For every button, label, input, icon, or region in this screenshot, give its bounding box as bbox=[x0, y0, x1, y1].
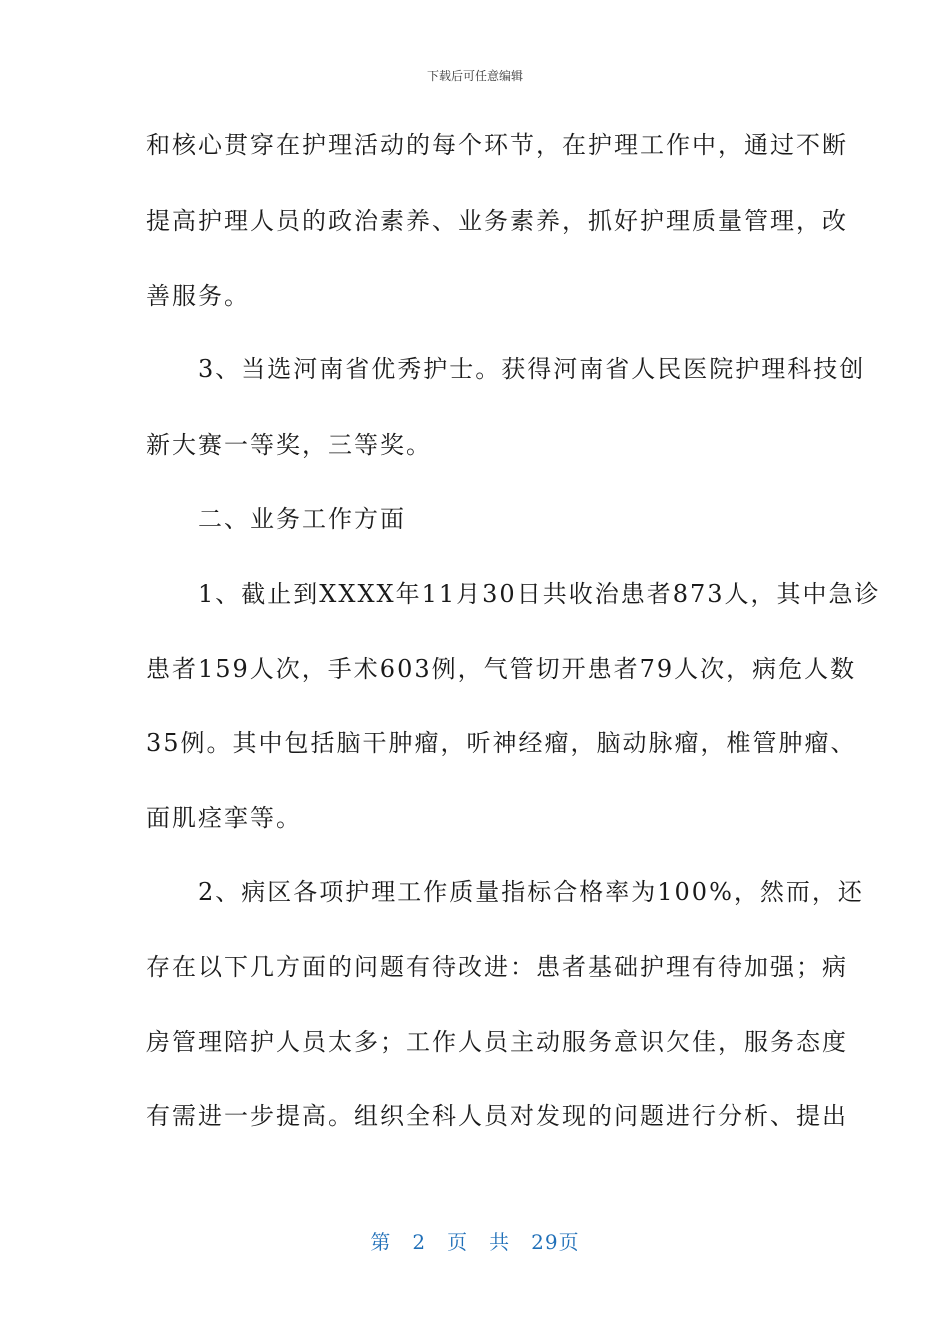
body-line: 房管理陪护人员太多；工作人员主动服务意识欠佳，服务态度 bbox=[146, 1028, 848, 1056]
body-line: 新大赛一等奖，三等奖。 bbox=[146, 431, 432, 459]
body-line: 2、病区各项护理工作质量指标合格率为100%，然而，还 bbox=[146, 878, 864, 906]
body-line: 有需进一步提高。组织全科人员对发现的问题进行分析、提出 bbox=[146, 1102, 848, 1130]
body-line: 35例。其中包括脑干肿瘤，听神经瘤，脑动脉瘤，椎管肿瘤、 bbox=[146, 729, 857, 757]
page-number-footer: 第 2 页 共 29页 bbox=[370, 1230, 580, 1254]
body-line: 1、截止到XXXX年11月30日共收治患者873人，其中急诊 bbox=[146, 580, 881, 608]
body-line: 和核心贯穿在护理活动的每个环节，在护理工作中，通过不断 bbox=[146, 131, 848, 159]
body-line: 3、当选河南省优秀护士。获得河南省人民医院护理科技创 bbox=[146, 355, 866, 383]
body-line: 面肌痉挛等。 bbox=[146, 804, 302, 832]
body-line: 患者159人次，手术603例，气管切开患者79人次，病危人数 bbox=[146, 655, 857, 683]
body-line: 善服务。 bbox=[146, 282, 250, 310]
body-line: 提高护理人员的政治素养、业务素养，抓好护理质量管理，改 bbox=[146, 207, 848, 235]
section-heading: 二、业务工作方面 bbox=[146, 505, 406, 533]
page-header: 下载后可任意编辑 bbox=[426, 69, 523, 83]
body-line: 存在以下几方面的问题有待改进：患者基础护理有待加强；病 bbox=[146, 953, 848, 981]
